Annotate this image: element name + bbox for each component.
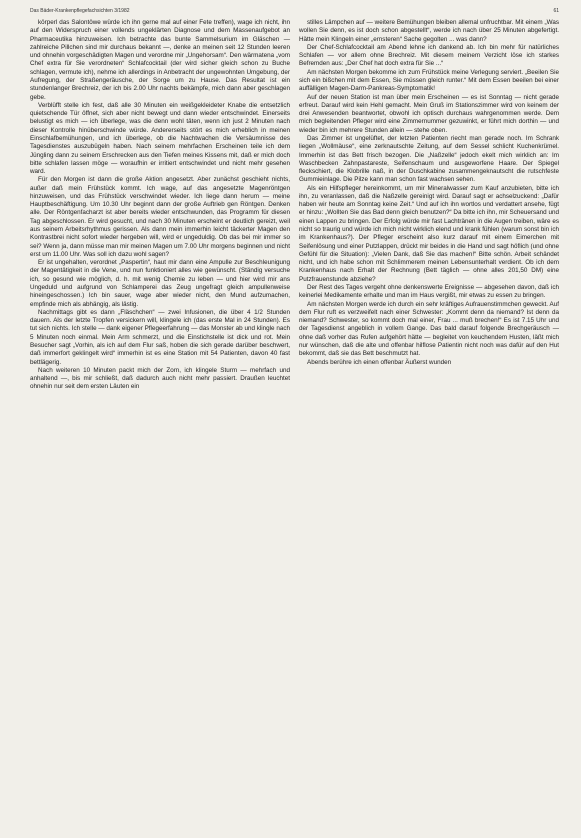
- paragraph: Er ist ungehalten, verordnet „Paspertin“, haut mir dann eine Ampulle zur Beschleunigung der Magentätigkeit in die Vene, und nun funktioniert alles wie gewünscht. (Ständig versuche ich, so gesund wie möglich, d. h. mit wenig Chemie zu leben — und hier wird mir ans Ungeduld und aufgrund von Schlamperei das Zeug ungefragt gleich ampullenweise hineingeschossen.) Ich bin sauer, wage aber wieder nicht, den Mund aufzumachen, empfinde mich als abhängig, als lästig.: [30, 259, 290, 308]
- page-header: [30, 8, 559, 15]
- paragraph: stilles Lämpchen auf — weitere Bemühungen bleiben allemal unfruchtbar. Mit einem „Was wollen Sie denn, es ist doch schon abgestellt“, werde ich nach über 25 Minuten abgefertigt. Hätte mein Klingeln einer „ernsteren“ Sache gegolten ... was dann?: [299, 19, 559, 43]
- text-column-left: [30, 19, 290, 392]
- paragraph: Der Rest des Tages vergeht ohne denkenswerte Ereignisse — abgesehen davon, daß ich keinerlei Medikamente erhalte und man im Haus vergißt, mir etwas zu essen zu bringen.: [299, 284, 559, 300]
- journal-title: Das Bäder-Krankenpflegefachsichten 3/1982: [30, 8, 130, 14]
- paragraph: körperl das Salontöwe würde ich ihn gerne mal auf einer Fete treffen), wage ich nicht, ihn auf den Widerspruch einer vollends ungeklärten Diagnose und dem Massenaufgebot an Pharmaceutika hinzuweisen. Ich betrachte das bunte Sammelsurium im Gläschen — zahlreiche Pillchen sind mir durchaus bekannt —, denke an meinen seit 12 Stunden leeren und ohnehin vorgeschädigten Magen und verordne mir „Ungehorsam“. Den wärmatena „vom Chef extra für Sie verordneten“ Schlafcocktail (der wird sicher gleich schon zu Buche schlagen, vermute ich), nehme ich allerdings in Anbetracht der ungewohnten Umgebung, der Aufregung, der Straßengeräusche, der Sorge um zu Hause. Das Resultat ist ein stundenlanger Brechreiz, der ich bis 2.00 Uhr nachts bekämpfe, mich dann aber geschlagen gebe.: [30, 19, 290, 101]
- paragraph: Am nächsten Morgen werde ich durch ein sehr kräftiges Aufrauenstimmchen geweckt. Auf dem Flur ruft es verzweifelt nach einer Schwester: „Kommt denn da niemand? Ist denn da niemand? Schwester, so kommt doch mal einer, Frau ... muß brechen!“ Es ist 7.15 Uhr und der Tagesdienst angeblich in vollem Gange. Das bald darauf folgende Brechgeräusch — ohne daß vorher das Rufen aufgehört hätte — begleitet von keuchendem Husten, läßt mich nur wünschen, daß die alte und offenbar hilflose Patientin nicht noch was dafür auf den Hut bekommt, daß sie das Bett beschmutzt hat.: [299, 300, 559, 358]
- page-number: 61: [553, 8, 559, 14]
- paragraph: Verblüfft stelle ich fest, daß alle 30 Minuten ein weißgekleideter Knabe die entsetzlich quietschende Tür öffnet, sich aber nicht bewegt und dann wieder entschwindet. Einerseits belustigt es mich — ich überlege, was die denn wohl täten, wenn ich just 2 Minuten nach dieser Kontrolle hinüberschwinde würde. Andererseits stört es mich erheblich in meinen Einschlafbemühungen, und ich überlege, ob die Nachtwachen die Versäumnisse des Tagesdienstes auszubügeln haben. Nach seinem mehrfachen Erscheinen teile ich dem Jüngling dann zu seinem Erschrecken aus den Tiefen meines Kissens mit, daß er mich doch bitte schlafen lassen möge — woraufhin er irritiert entschwindet und nicht mehr gesehen ward.: [30, 101, 290, 176]
- paragraph: Nachmittags gibt es dann „Fläschchen“ — zwei Infusionen, die über 4 1/2 Stunden dauern. Als der letzte Tropfen versickern will, klingele ich (das erste Mal in 24 Stunden). Es tut sich nichts. Ich stelle — dank eigener Pflegeerfahrung — das Monster ab und klingle nach 5 Minuten noch einmal. Mein Arm schmerzt, und die Einstichstelle ist dick und rot. Mein Besucher sagt „Vorhin, als ich auf dem Flur saß, hoben die sich gerade darüber beschwert, daß immerfort geklingelt wird“ immerhin ist es eine Station mit 54 Patienten, davon 40 fast bettlägerig.: [30, 308, 290, 366]
- paragraph: Am nächsten Morgen bekomme ich zum Frühstück meine Verlegung serviert. „Beeilen Sie sich ein bißchen mit dem Essen, Sie müssen gleich runter.“ Mit dem Essen beeilen bei einer auffälligen Magen-Darm-Pankreas-Symptomatik!: [299, 68, 559, 93]
- paragraph: Nach weiteren 10 Minuten packt mich der Zorn, ich klingele Sturm — mehrfach und anhaltend —, bis mir schließt, daß dadurch auch nicht mehr passiert. Draußen leuchtet ohnehin nur seit dem ersten Läuten ein: [30, 366, 290, 391]
- paragraph: Das Zimmer ist ungelüftet, der letzten Patienten riecht man gerade noch. Im Schrank liegen „Wollmäuse“, eine zerknautschte Zeitung, auf dem Sessel schlicht Kuchenkrümel. Immerhin ist das Bett frisch bezogen. Die „Naßzelle“ jedoch ekelt mich wirklich an: Im Waschbecken Zahnpastareste, Seifenschaum und ausgeworfene Haare. Der Spiegel fleckschiert, die Klobrille naß, in der Duschkabine zusammengeknautscht die rutschfeste Gummieinlage. Die Pilze kann man schon fast wachsen sehen.: [299, 134, 559, 184]
- paragraph: Auf der neuen Station ist man über mein Erscheinen — es ist Sonntag — nicht gerade erfreut. Darauf wird kein Hehl gemacht. Mein Gruß im Stationszimmer wird von keinem der drei Anwesenden beantwortet, obwohl ich optisch durchaus wahrgenommen werde. Dem mich begleitenden Pfleger wird eine Zimmernummer gezuwinkt, er führt mich dorthin — und wieder bin ich mehrere Stunden allein — stehe oben.: [299, 93, 559, 134]
- paragraph: Für den Morgen ist dann die große Aktion angesetzt. Aber zunächst geschieht nichts, außer daß mein Frühstück kommt. Ich wage, auf das angesetzte Magenröntgen hinzuweisen, und das Frühstück verschwindet wieder. Ich liege dann herum — meine Hauptbeschäftigung. Um 10.30 Uhr beginnt dann der große Auftrieb gen Röntgen. Denken alle. Der Röntgenfacharzt ist aber bereits wieder entschwunden, das Programm für diesen Tag abgeschlossen. Er wird gesucht, und nach 30 Minuten erscheint er deutlich gereizt, weil aus seinem Arbeitsrhythmus gerissen. Als dann mein immerhin leicht täckerter Magen den Kontrastbrei nicht sofort wieder hergeben will, wird er ungeduldig. Ob das bei mir immer so sei? Wenn ja, dann müsse man mir meinen Magen um 7.00 Uhr morgens beginnen und nicht erst um 11.00 Uhr. Was soll ich dazu wohl sagen?: [30, 176, 290, 258]
- text-column-right: [299, 19, 559, 392]
- paragraph: Als ein Hilfspfleger hereinkommt, um mir Mineralwasser zum Kauf anzubieten, bitte ich ihn, zu veranlassen, daß die Naßzelle gereinigt wird. Darauf sagt er achselzuckend: „Dafür haben wir heute am Sonntag keine Zeit.“ Und auf ich ihn wortlos und verdattert ansehe, fügt er hinzu: „Wollten Sie das Bad denn gleich benutzen?“ Da bitte ich ihn, mir Scheuersand und einen Lappen zu bringen. Der Erfolg würde mir fast Lachtränen in die Augen treiben, wäre es nicht so traurig und würde ich mich nicht wirklich elend und krank fühlen (warum sonst bin ich im Krankenhaus?). Der Pfleger erscheint also kurz darauf mit einem Eimerchen mit Seifenlösung und einer Putzlappen, drückt mir beides in die Hand und sagt höflich (und ohne Gefühl für die Situation): „Vielen Dank, daß Sie das machen!“ Bitte schön. Arbeit schändet nicht, und ich habe schon mit Schlimmerem meinen Lebensunterhalt verdient. Ob ich dem Krankenhaus nach Erhalt der Rechnung (Bett täglich — ohne alles 201,50 DM) eine Putzfrauenstunde abziehe?: [299, 184, 559, 283]
- paragraph: Der Chef-Schlafcocktail am Abend lehne ich dankend ab. Ich bin mehr für natürliches Schlafen — vor allem ohne Brechreiz. Mit diesem meinem Verzicht löse ich starkes Befremden aus: „Der Chef hat doch extra für Sie ...“: [299, 43, 559, 68]
- paragraph: Abends berühre ich einen offenbar Äußerst wunden: [307, 358, 452, 366]
- text-columns: [30, 19, 559, 392]
